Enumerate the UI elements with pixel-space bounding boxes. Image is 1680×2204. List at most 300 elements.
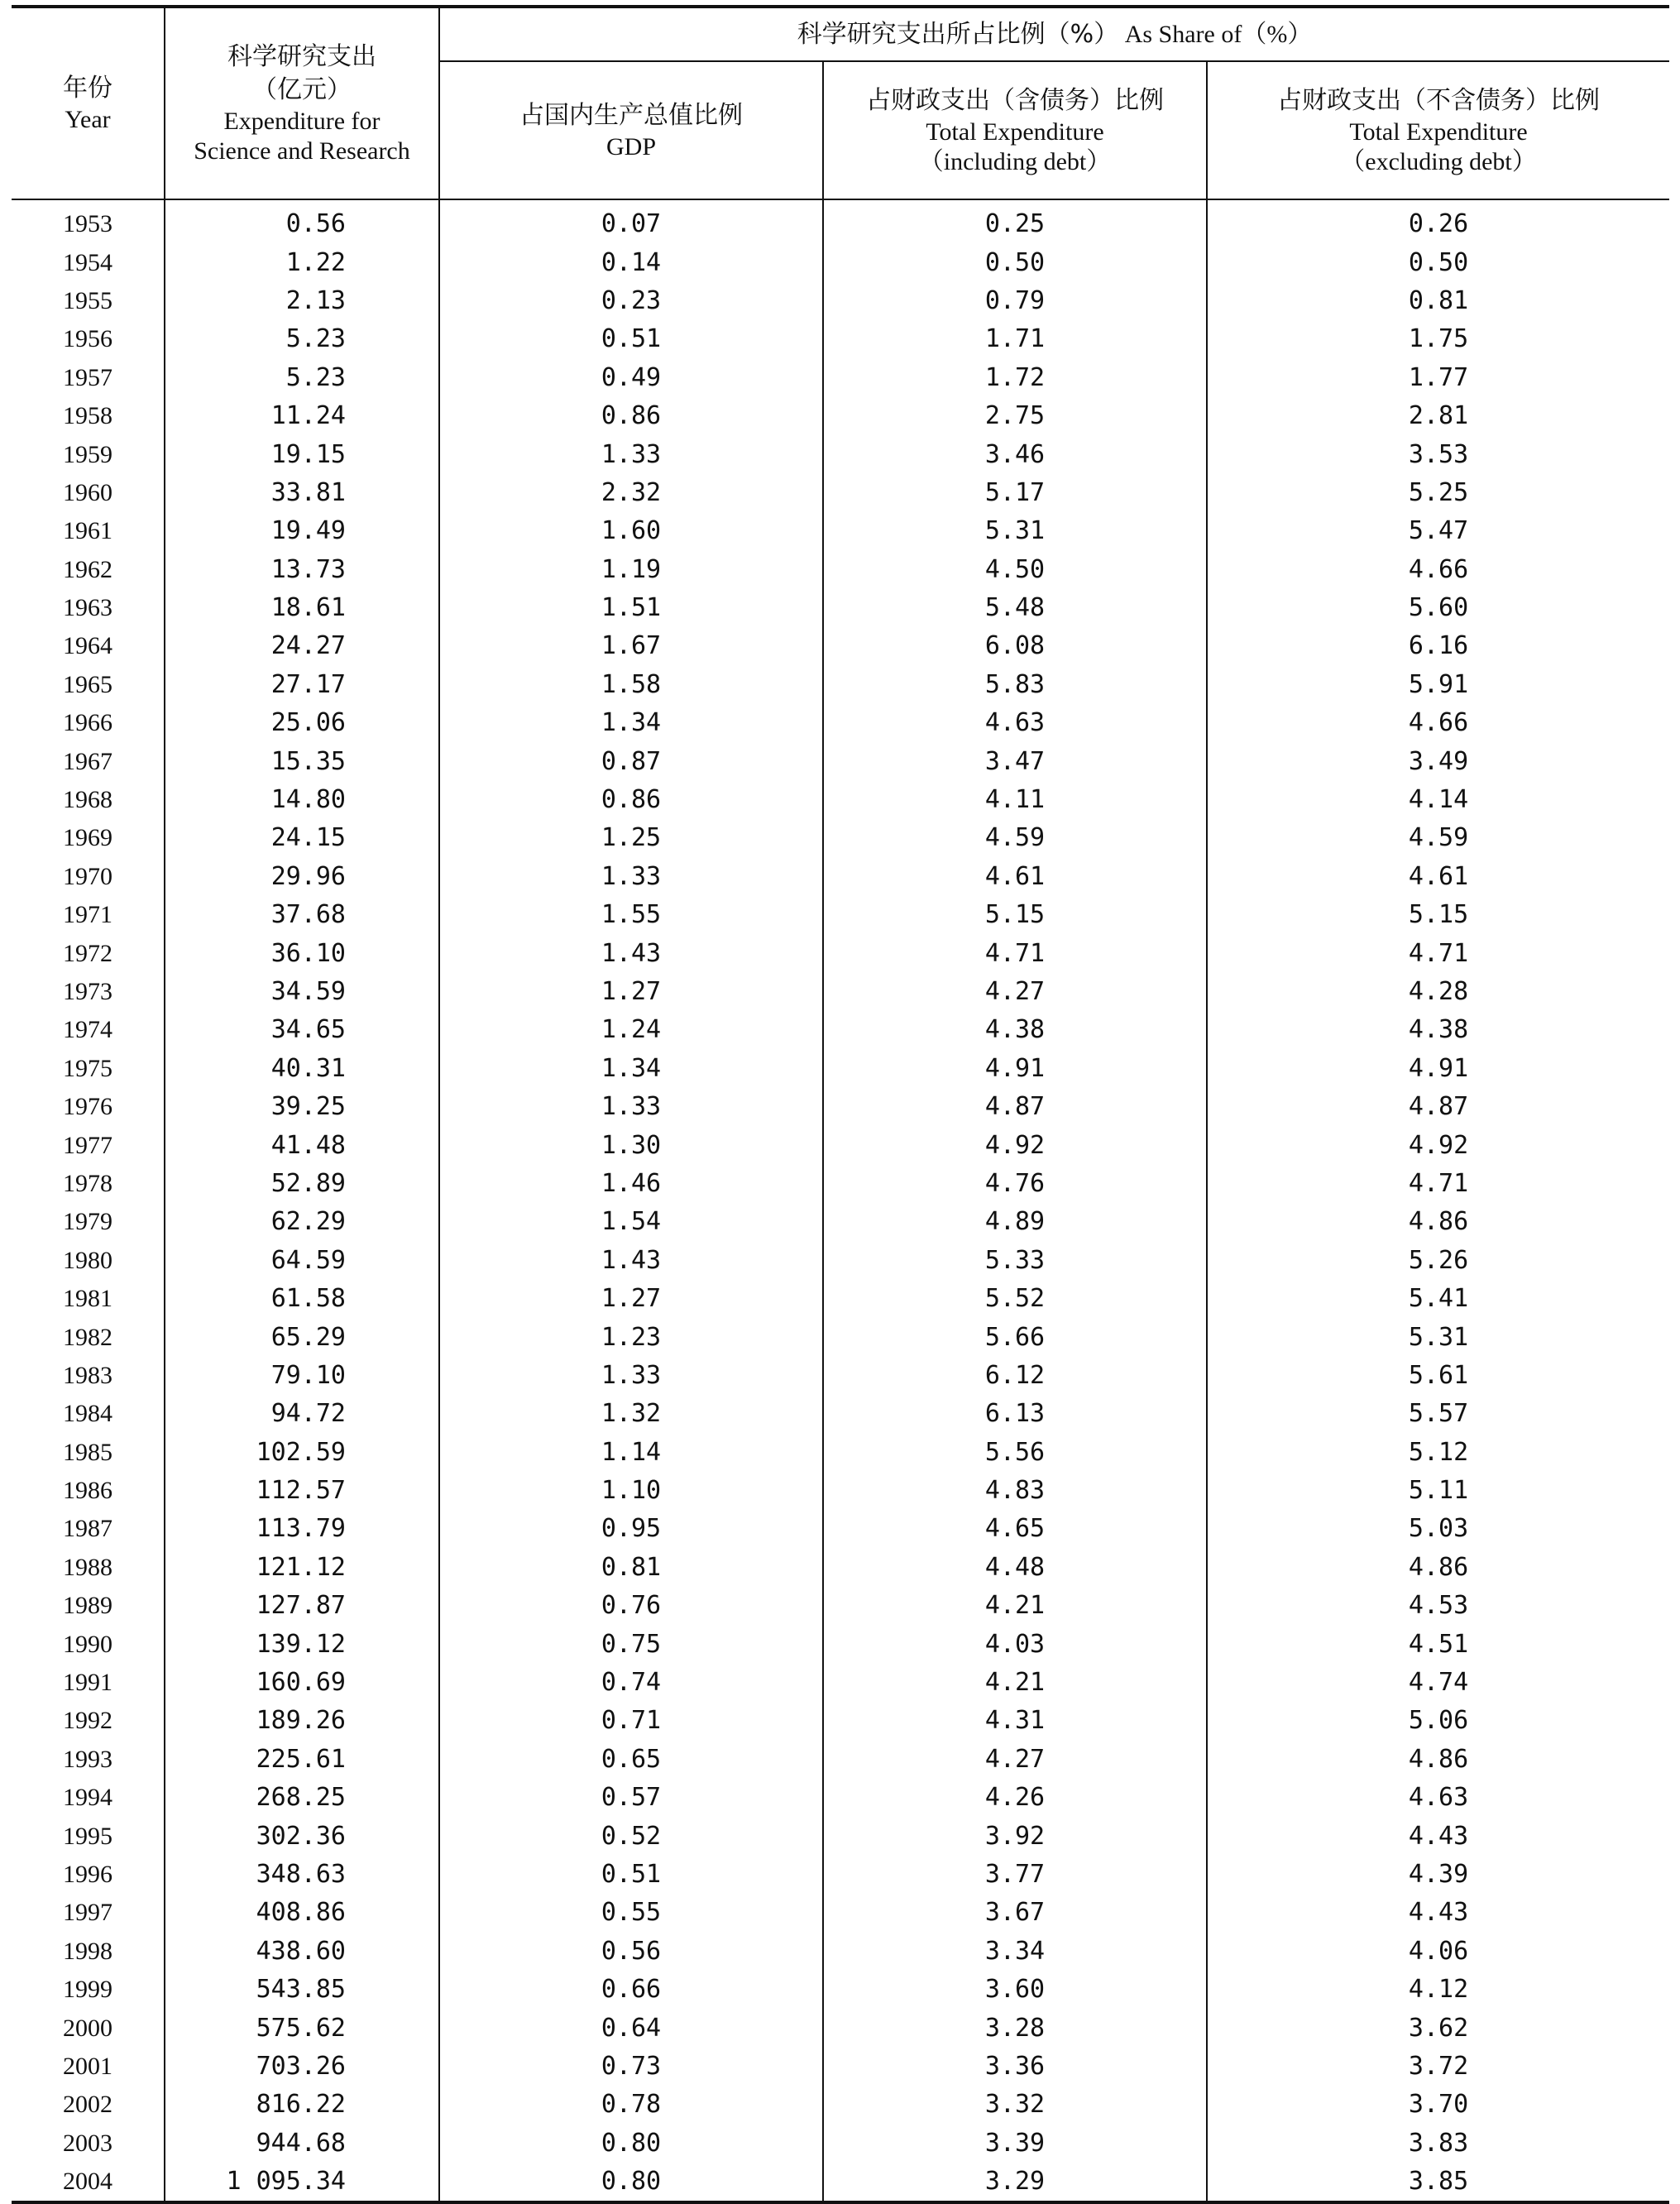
table-row	[12, 1011, 1669, 1049]
cell-incl-debt-share: 4.92	[823, 1126, 1207, 1164]
cell-excl-debt-share: 0.81	[1408, 285, 1469, 315]
cell-excl-debt-share: 1.75	[1408, 324, 1469, 354]
cell-gdp-share: 0.86	[439, 397, 823, 435]
cell-incl-debt-share: 4.48	[823, 1549, 1207, 1587]
table-row	[12, 1817, 1669, 1855]
table-row	[12, 512, 1669, 550]
cell-gdp-share: 2.32	[439, 474, 823, 512]
cell-excl-debt-share: 6.16	[1408, 631, 1469, 661]
cell-incl-debt-share: 3.77	[823, 1856, 1207, 1894]
cell-expenditure: 52.89	[165, 1165, 439, 1203]
cell-excl-debt-share: 3.85	[1408, 2167, 1469, 2197]
cell-excl-debt-share: 4.91	[1408, 1053, 1469, 1083]
cell-expenditure: 1.22	[165, 243, 439, 281]
cell-incl-debt-share: 4.71	[823, 934, 1207, 972]
cell-incl-debt-share: 3.39	[823, 2125, 1207, 2163]
cell-expenditure: 139.12	[165, 1625, 439, 1663]
cell-incl-debt-share: 1.72	[823, 359, 1207, 397]
cell-expenditure: 102.59	[165, 1434, 439, 1472]
cell-incl-debt-share: 3.36	[823, 2048, 1207, 2086]
table-row	[12, 666, 1669, 704]
cell-expenditure: 408.86	[165, 1894, 439, 1932]
cell-incl-debt-share: 0.25	[823, 199, 1207, 243]
table-row	[12, 1242, 1669, 1280]
cell-expenditure: 703.26	[165, 2048, 439, 2086]
header-excl-debt-share	[1207, 61, 1669, 199]
cell-excl-debt-share: 4.71	[1408, 938, 1469, 968]
cell-expenditure: 64.59	[165, 1242, 439, 1280]
cell-year: 1970	[12, 858, 165, 896]
cell-year: 1987	[12, 1510, 165, 1548]
cell-gdp-share: 1.25	[439, 819, 823, 857]
cell-excl-debt-share: 5.47	[1408, 516, 1469, 546]
cell-expenditure: 94.72	[165, 1395, 439, 1433]
cell-incl-debt-share: 5.17	[823, 474, 1207, 512]
cell-year: 1979	[12, 1203, 165, 1241]
cell-gdp-share: 0.95	[439, 1510, 823, 1548]
header-incl-zh: 占财政支出（含债务）比例	[866, 85, 1164, 115]
table-row	[12, 435, 1669, 473]
table-row	[12, 858, 1669, 896]
cell-gdp-share: 0.23	[439, 282, 823, 320]
table-row	[12, 397, 1669, 435]
cell-excl-debt-share: 4.59	[1408, 823, 1469, 853]
cell-excl-debt-share: 4.92	[1408, 1130, 1469, 1160]
cell-gdp-share: 1.14	[439, 1434, 823, 1472]
science-expenditure-table	[12, 5, 1669, 2204]
cell-expenditure: 41.48	[165, 1126, 439, 1164]
cell-incl-debt-share: 4.50	[823, 551, 1207, 589]
cell-incl-debt-share: 4.61	[823, 858, 1207, 896]
cell-expenditure: 5.23	[165, 320, 439, 358]
cell-expenditure: 14.80	[165, 781, 439, 819]
cell-year: 1992	[12, 1702, 165, 1740]
cell-gdp-share: 0.57	[439, 1779, 823, 1817]
cell-year: 1966	[12, 704, 165, 742]
cell-incl-debt-share: 3.32	[823, 2086, 1207, 2124]
cell-expenditure: 40.31	[165, 1050, 439, 1088]
cell-incl-debt-share: 4.65	[823, 1510, 1207, 1548]
cell-expenditure: 18.61	[165, 589, 439, 627]
table-row	[12, 1741, 1669, 1779]
cell-gdp-share: 0.51	[439, 1856, 823, 1894]
cell-excl-debt-share: 4.51	[1408, 1629, 1469, 1659]
cell-incl-debt-share: 4.11	[823, 781, 1207, 819]
cell-year: 1996	[12, 1856, 165, 1894]
table-row	[12, 742, 1669, 780]
header-incl-en-2: （including debt）	[918, 147, 1112, 175]
table-row	[12, 1894, 1669, 1932]
cell-gdp-share: 0.51	[439, 320, 823, 358]
cell-incl-debt-share: 5.33	[823, 1242, 1207, 1280]
cell-gdp-share: 0.07	[439, 199, 823, 243]
cell-excl-debt-share: 4.66	[1408, 708, 1469, 738]
table-row	[12, 2086, 1669, 2124]
cell-expenditure: 1 095.34	[165, 2163, 439, 2202]
cell-expenditure: 15.35	[165, 742, 439, 780]
table-row	[12, 1434, 1669, 1472]
table-row	[12, 1664, 1669, 1702]
cell-gdp-share: 1.32	[439, 1395, 823, 1433]
cell-excl-debt-share: 1.77	[1408, 362, 1469, 392]
cell-incl-debt-share: 5.48	[823, 589, 1207, 627]
cell-excl-debt-share: 4.66	[1408, 554, 1469, 584]
table-row	[12, 320, 1669, 358]
cell-excl-debt-share: 5.31	[1408, 1322, 1469, 1352]
table-row	[12, 1856, 1669, 1894]
cell-incl-debt-share: 4.63	[823, 704, 1207, 742]
cell-gdp-share: 0.64	[439, 2009, 823, 2047]
cell-expenditure: 24.27	[165, 627, 439, 665]
cell-gdp-share: 0.86	[439, 781, 823, 819]
header-gdp-zh: 占国内生产总值比例	[519, 100, 743, 130]
cell-expenditure: 268.25	[165, 1779, 439, 1817]
cell-incl-debt-share: 3.34	[823, 1933, 1207, 1971]
cell-gdp-share: 1.30	[439, 1126, 823, 1164]
cell-excl-debt-share: 3.49	[1408, 746, 1469, 776]
table-row	[12, 781, 1669, 819]
cell-incl-debt-share: 3.92	[823, 1817, 1207, 1855]
cell-gdp-share: 1.23	[439, 1318, 823, 1356]
table-row	[12, 1779, 1669, 1817]
header-expenditure	[165, 7, 439, 199]
cell-year: 1977	[12, 1126, 165, 1164]
header-incl-en-1: Total Expenditure	[926, 117, 1104, 146]
cell-year: 1995	[12, 1817, 165, 1855]
cell-excl-debt-share: 4.06	[1408, 1936, 1469, 1966]
cell-excl-debt-share: 0.26	[1408, 209, 1469, 239]
cell-expenditure: 11.24	[165, 397, 439, 435]
cell-gdp-share: 0.80	[439, 2163, 823, 2202]
cell-excl-debt-share: 4.43	[1408, 1898, 1469, 1928]
cell-year: 1963	[12, 589, 165, 627]
cell-gdp-share: 0.81	[439, 1549, 823, 1587]
cell-gdp-share: 1.33	[439, 1088, 823, 1126]
table-row	[12, 1126, 1669, 1164]
cell-incl-debt-share: 4.91	[823, 1050, 1207, 1088]
cell-gdp-share: 1.24	[439, 1011, 823, 1049]
cell-excl-debt-share: 5.03	[1408, 1514, 1469, 1544]
table-row	[12, 704, 1669, 742]
header-share-group-zh: 科学研究支出所占比例（%）	[797, 19, 1119, 49]
cell-expenditure: 25.06	[165, 704, 439, 742]
cell-expenditure: 19.49	[165, 512, 439, 550]
cell-gdp-share: 0.52	[439, 1817, 823, 1855]
cell-excl-debt-share: 5.12	[1408, 1437, 1469, 1467]
cell-year: 1980	[12, 1242, 165, 1280]
cell-year: 1971	[12, 896, 165, 934]
cell-incl-debt-share: 4.03	[823, 1625, 1207, 1663]
cell-excl-debt-share: 5.41	[1408, 1284, 1469, 1314]
cell-incl-debt-share: 4.89	[823, 1203, 1207, 1241]
cell-incl-debt-share: 4.27	[823, 1741, 1207, 1779]
cell-expenditure: 34.65	[165, 1011, 439, 1049]
header-share-group-en: As Share of（%）	[1124, 20, 1313, 48]
cell-incl-debt-share: 5.66	[823, 1318, 1207, 1356]
cell-incl-debt-share: 4.87	[823, 1088, 1207, 1126]
cell-gdp-share: 0.71	[439, 1702, 823, 1740]
cell-excl-debt-share: 5.25	[1408, 477, 1469, 507]
cell-expenditure: 61.58	[165, 1280, 439, 1318]
cell-gdp-share: 1.58	[439, 666, 823, 704]
cell-year: 1998	[12, 1933, 165, 1971]
cell-year: 1967	[12, 742, 165, 780]
table-row	[12, 1088, 1669, 1126]
cell-excl-debt-share: 4.86	[1408, 1744, 1469, 1774]
table-row	[12, 1165, 1669, 1203]
cell-year: 1988	[12, 1549, 165, 1587]
cell-gdp-share: 1.27	[439, 973, 823, 1011]
cell-gdp-share: 0.66	[439, 1971, 823, 2009]
cell-expenditure: 127.87	[165, 1587, 439, 1625]
cell-year: 1962	[12, 551, 165, 589]
cell-incl-debt-share: 4.31	[823, 1702, 1207, 1740]
cell-excl-debt-share: 3.83	[1408, 2128, 1469, 2158]
cell-incl-debt-share: 2.75	[823, 397, 1207, 435]
cell-excl-debt-share: 4.86	[1408, 1552, 1469, 1582]
table-row	[12, 243, 1669, 281]
table-row	[12, 973, 1669, 1011]
cell-expenditure: 62.29	[165, 1203, 439, 1241]
cell-gdp-share: 0.76	[439, 1587, 823, 1625]
table-row	[12, 934, 1669, 972]
table-row	[12, 1510, 1669, 1548]
cell-expenditure: 36.10	[165, 934, 439, 972]
cell-gdp-share: 1.60	[439, 512, 823, 550]
cell-year: 1983	[12, 1357, 165, 1395]
cell-year: 1972	[12, 934, 165, 972]
cell-expenditure: 27.17	[165, 666, 439, 704]
cell-year: 1976	[12, 1088, 165, 1126]
table-row	[12, 474, 1669, 512]
table-row	[12, 1357, 1669, 1395]
cell-excl-debt-share: 4.86	[1408, 1207, 1469, 1237]
cell-year: 1984	[12, 1395, 165, 1433]
table-row	[12, 199, 1669, 243]
cell-gdp-share: 0.87	[439, 742, 823, 780]
table-row	[12, 1050, 1669, 1088]
cell-excl-debt-share: 4.14	[1408, 785, 1469, 815]
cell-excl-debt-share: 4.53	[1408, 1591, 1469, 1621]
cell-incl-debt-share: 3.60	[823, 1971, 1207, 2009]
header-share-group	[439, 7, 1669, 61]
table-body	[12, 199, 1669, 2202]
header-incl-debt-share	[823, 61, 1207, 199]
cell-year: 1997	[12, 1894, 165, 1932]
cell-year: 1993	[12, 1741, 165, 1779]
cell-expenditure: 29.96	[165, 858, 439, 896]
cell-year: 1968	[12, 781, 165, 819]
table-row	[12, 2163, 1669, 2202]
cell-expenditure: 39.25	[165, 1088, 439, 1126]
cell-year: 1994	[12, 1779, 165, 1817]
cell-gdp-share: 1.55	[439, 896, 823, 934]
cell-incl-debt-share: 6.08	[823, 627, 1207, 665]
cell-year: 1954	[12, 243, 165, 281]
cell-expenditure: 112.57	[165, 1472, 439, 1510]
cell-excl-debt-share: 3.62	[1408, 2013, 1469, 2043]
cell-year: 1957	[12, 359, 165, 397]
cell-incl-debt-share: 4.83	[823, 1472, 1207, 1510]
cell-year: 1981	[12, 1280, 165, 1318]
cell-incl-debt-share: 3.46	[823, 435, 1207, 473]
cell-year: 1964	[12, 627, 165, 665]
cell-year: 1956	[12, 320, 165, 358]
header-gdp-share	[439, 61, 823, 199]
cell-expenditure: 348.63	[165, 1856, 439, 1894]
cell-incl-debt-share: 5.15	[823, 896, 1207, 934]
table-row	[12, 551, 1669, 589]
header-expenditure-zh: 科学研究支出	[227, 42, 376, 71]
cell-year: 2003	[12, 2125, 165, 2163]
cell-expenditure: 225.61	[165, 1741, 439, 1779]
cell-expenditure: 189.26	[165, 1702, 439, 1740]
cell-gdp-share: 1.10	[439, 1472, 823, 1510]
cell-gdp-share: 0.73	[439, 2048, 823, 2086]
cell-gdp-share: 1.54	[439, 1203, 823, 1241]
cell-excl-debt-share: 4.12	[1408, 1975, 1469, 2005]
cell-year: 2000	[12, 2009, 165, 2047]
cell-expenditure: 5.23	[165, 359, 439, 397]
cell-year: 1965	[12, 666, 165, 704]
header-gdp-en: GDP	[605, 132, 656, 161]
cell-excl-debt-share: 2.81	[1408, 401, 1469, 431]
cell-expenditure: 37.68	[165, 896, 439, 934]
cell-gdp-share: 1.43	[439, 1242, 823, 1280]
cell-expenditure: 13.73	[165, 551, 439, 589]
cell-expenditure: 19.15	[165, 435, 439, 473]
cell-year: 1999	[12, 1971, 165, 2009]
cell-expenditure: 160.69	[165, 1664, 439, 1702]
cell-expenditure: 79.10	[165, 1357, 439, 1395]
cell-excl-debt-share: 4.28	[1408, 977, 1469, 1006]
cell-incl-debt-share: 3.47	[823, 742, 1207, 780]
table-row	[12, 1933, 1669, 1971]
table-row	[12, 2125, 1669, 2163]
header-year	[12, 7, 165, 199]
cell-incl-debt-share: 4.76	[823, 1165, 1207, 1203]
cell-year: 1990	[12, 1625, 165, 1663]
cell-year: 1982	[12, 1318, 165, 1356]
cell-gdp-share: 1.67	[439, 627, 823, 665]
header-year-zh: 年份	[63, 74, 112, 103]
header-year-en: Year	[65, 106, 111, 133]
header-expenditure-en-1: Expenditure for	[223, 108, 381, 135]
cell-year: 1989	[12, 1587, 165, 1625]
cell-gdp-share: 1.19	[439, 551, 823, 589]
cell-excl-debt-share: 4.43	[1408, 1821, 1469, 1851]
table-row	[12, 1318, 1669, 1356]
cell-excl-debt-share: 4.63	[1408, 1783, 1469, 1813]
cell-expenditure: 121.12	[165, 1549, 439, 1587]
cell-incl-debt-share: 5.31	[823, 512, 1207, 550]
table-row	[12, 627, 1669, 665]
cell-year: 1991	[12, 1664, 165, 1702]
cell-incl-debt-share: 4.26	[823, 1779, 1207, 1817]
table-row	[12, 589, 1669, 627]
cell-expenditure: 33.81	[165, 474, 439, 512]
cell-excl-debt-share: 3.70	[1408, 2090, 1469, 2120]
cell-gdp-share: 0.75	[439, 1625, 823, 1663]
cell-incl-debt-share: 4.21	[823, 1664, 1207, 1702]
cell-gdp-share: 0.14	[439, 243, 823, 281]
cell-year: 1958	[12, 397, 165, 435]
cell-year: 2004	[12, 2163, 165, 2202]
cell-excl-debt-share: 3.53	[1408, 439, 1469, 469]
cell-expenditure: 34.59	[165, 973, 439, 1011]
cell-year: 1960	[12, 474, 165, 512]
cell-expenditure: 543.85	[165, 1971, 439, 2009]
cell-incl-debt-share: 4.59	[823, 819, 1207, 857]
table-row	[12, 1203, 1669, 1241]
header-excl-en-1: Total Expenditure	[1349, 117, 1528, 146]
cell-gdp-share: 0.78	[439, 2086, 823, 2124]
table-header	[12, 7, 1669, 199]
cell-excl-debt-share: 5.11	[1408, 1476, 1469, 1506]
cell-incl-debt-share: 5.56	[823, 1434, 1207, 1472]
cell-incl-debt-share: 4.27	[823, 973, 1207, 1011]
cell-excl-debt-share: 5.91	[1408, 669, 1469, 699]
table-row	[12, 1625, 1669, 1663]
cell-gdp-share: 1.51	[439, 589, 823, 627]
cell-gdp-share: 1.33	[439, 1357, 823, 1395]
cell-year: 1985	[12, 1434, 165, 1472]
table-row	[12, 1702, 1669, 1740]
cell-year: 1959	[12, 435, 165, 473]
cell-gdp-share: 0.74	[439, 1664, 823, 1702]
cell-expenditure: 944.68	[165, 2125, 439, 2163]
cell-excl-debt-share: 5.57	[1408, 1399, 1469, 1429]
table-row	[12, 896, 1669, 934]
cell-incl-debt-share: 1.71	[823, 320, 1207, 358]
cell-year: 1953	[12, 199, 165, 243]
table-row	[12, 2048, 1669, 2086]
cell-year: 1973	[12, 973, 165, 1011]
cell-gdp-share: 1.27	[439, 1280, 823, 1318]
cell-expenditure: 438.60	[165, 1933, 439, 1971]
cell-excl-debt-share: 5.60	[1408, 593, 1469, 623]
cell-excl-debt-share: 4.61	[1408, 861, 1469, 891]
cell-incl-debt-share: 5.83	[823, 666, 1207, 704]
cell-gdp-share: 0.56	[439, 1933, 823, 1971]
cell-excl-debt-share: 0.50	[1408, 247, 1469, 277]
cell-gdp-share: 1.33	[439, 435, 823, 473]
cell-gdp-share: 0.55	[439, 1894, 823, 1932]
cell-incl-debt-share: 0.50	[823, 243, 1207, 281]
cell-year: 1969	[12, 819, 165, 857]
cell-year: 1961	[12, 512, 165, 550]
cell-excl-debt-share: 5.61	[1408, 1360, 1469, 1390]
header-expenditure-en-2: Science and Research	[194, 137, 410, 165]
table-row	[12, 359, 1669, 397]
cell-excl-debt-share: 4.38	[1408, 1015, 1469, 1045]
cell-incl-debt-share: 6.13	[823, 1395, 1207, 1433]
cell-expenditure: 65.29	[165, 1318, 439, 1356]
cell-incl-debt-share: 3.28	[823, 2009, 1207, 2047]
cell-year: 2001	[12, 2048, 165, 2086]
header-excl-zh: 占财政支出（不含债务）比例	[1277, 85, 1601, 115]
cell-excl-debt-share: 4.71	[1408, 1168, 1469, 1198]
table-row	[12, 282, 1669, 320]
table-row	[12, 819, 1669, 857]
cell-expenditure: 816.22	[165, 2086, 439, 2124]
cell-excl-debt-share: 4.39	[1408, 1859, 1469, 1889]
cell-incl-debt-share: 3.29	[823, 2163, 1207, 2202]
table-row	[12, 1971, 1669, 2009]
table-row	[12, 1280, 1669, 1318]
cell-gdp-share: 0.65	[439, 1741, 823, 1779]
cell-gdp-share: 1.33	[439, 858, 823, 896]
